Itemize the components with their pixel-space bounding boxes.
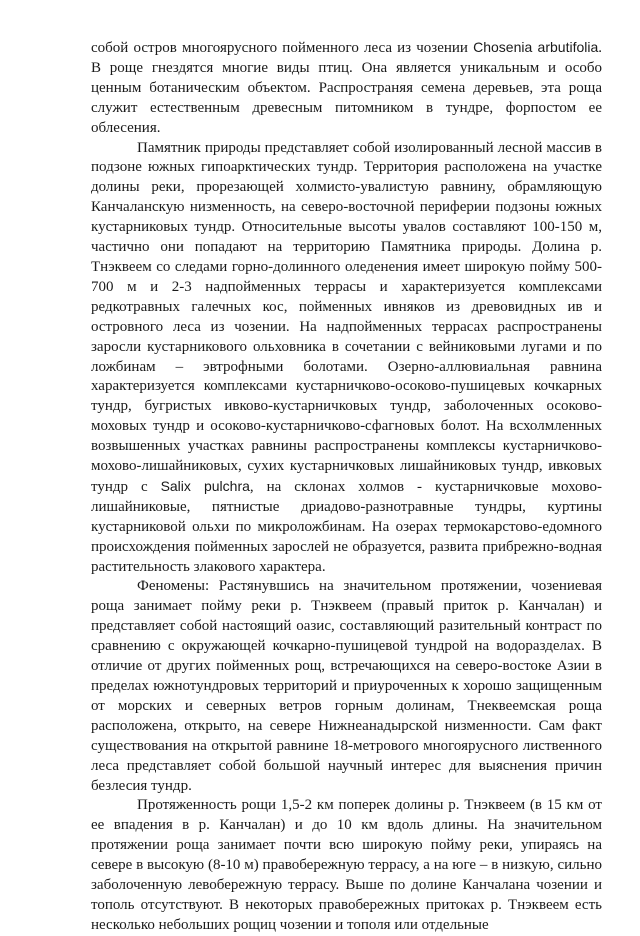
body-text — [91, 38, 602, 936]
paragraph-text: Феномены: Растянувшись на значительном протяжении, чозениевая роща занимает пойму реки р. Тнэквеем (правый приток р. Канчалан) и представляет собой настоящий оазис, составляющий разительный контраст по сравнению с окружающей кочкарно-пушицевой тундрой на водоразделах. В отличие от других пойменных рощ, встречающихся на северо-востоке Азии в пределах южнотундровых территорий и приуроченных к хорошо защищенным от морских и северных ветров горным долинам, Тнеквеемская роща расположена, открыто, на севере Нижнеанадырской низменности. Сам факт существования на открытой равнине 18-метрового многоярусного лиственного леса представляет собой большой научный интерес для выяснения причин безлесия тундр. — [91, 578, 602, 794]
paragraph-text: Протяженность рощи 1,5-2 км поперек долины р. Тнэквеем (в 15 км от ее впадения в р. Канчалан) и до 10 км вдоль длины. На значительном протяжении роща занимает почти всю широкую пойму реки, упираясь на севере в высокую (8-10 м) правобережную террасу, а на юге – в низкую, сильно заболоченную левобережную террасу. Выше по долине Канчалана чозении и тополь отсутствуют. В некоторых правобережных притоках р. Тнэквеем есть несколько небольших рощиц чозении и тополя или отдельные — [91, 797, 602, 933]
paragraph-text: . В роще гнездятся многие виды птиц. Она является уникальным и особо ценным ботаническим объектом. Распространяя семена деревьев, эта роща служит естественным древесным питомником в тундре, форпостом ее облесения. — [91, 40, 603, 136]
paragraph — [91, 38, 602, 139]
paragraph-text: , на склонах холмов - кустарничковые мохово-лишайниковые, пятнистые дриадово-разнотравные тундры, куртины кустарниковой ольхи по микроложбинам. На озерах термокарстово-едомного происхождения пойменных зарослей не образуется, развита прибрежно-водная растительность злакового характера. — [91, 478, 602, 575]
paragraph — [91, 577, 602, 796]
paragraph — [91, 139, 602, 578]
paragraph-text: собой остров многоярусного пойменного леса из чозении — [91, 40, 474, 56]
latin-species-name: Chosenia arbutifolia — [473, 39, 599, 55]
latin-species-name: Salix pulchra — [160, 477, 250, 494]
paragraph — [91, 796, 602, 935]
paragraph-text: Памятник природы представляет собой изолированный лесной массив в подзоне южных гипоарктических тундр. Территория расположена на участке долины реки, прорезающей холмисто-увалистую равнину, обрамляющую Канчаланскую низменность, на северо-восточной периферии подзоны южных кустарниковых тундр. Относительные высоты увалов составляют 100-150 м, частично они попадают на территорию Памятника природы. Долина р. Тнэквеем со следами горно-долинного оледенения имеет широкую пойму 500-700 м и 2-3 надпойменных террасы и характеризуется комплексами редкотравных галечных кос, пойменных ивняков из древовидных ив и островного леса из чозении. На надпойменных террасах распространены заросли кустарникового ольховника в сочетании с вейниковыми лугами и по ложбинам – эвтрофными болотами. Озерно-аллювиальная равнина характеризуется комплексами кустарничково-осоково-пушицевых кочкарных тундр, бугристых ивково-кустарничковых тундр, заболоченных осоково-моховых тундр и осоково-кустарничково-сфагновых болот. На всхолмленных возвышенных участках равнины распространены комплексы кустарничково-мохово-лишайниковых, сухих кустарничковых лишайниковых тундр, ивковых тундр с — [91, 139, 602, 495]
